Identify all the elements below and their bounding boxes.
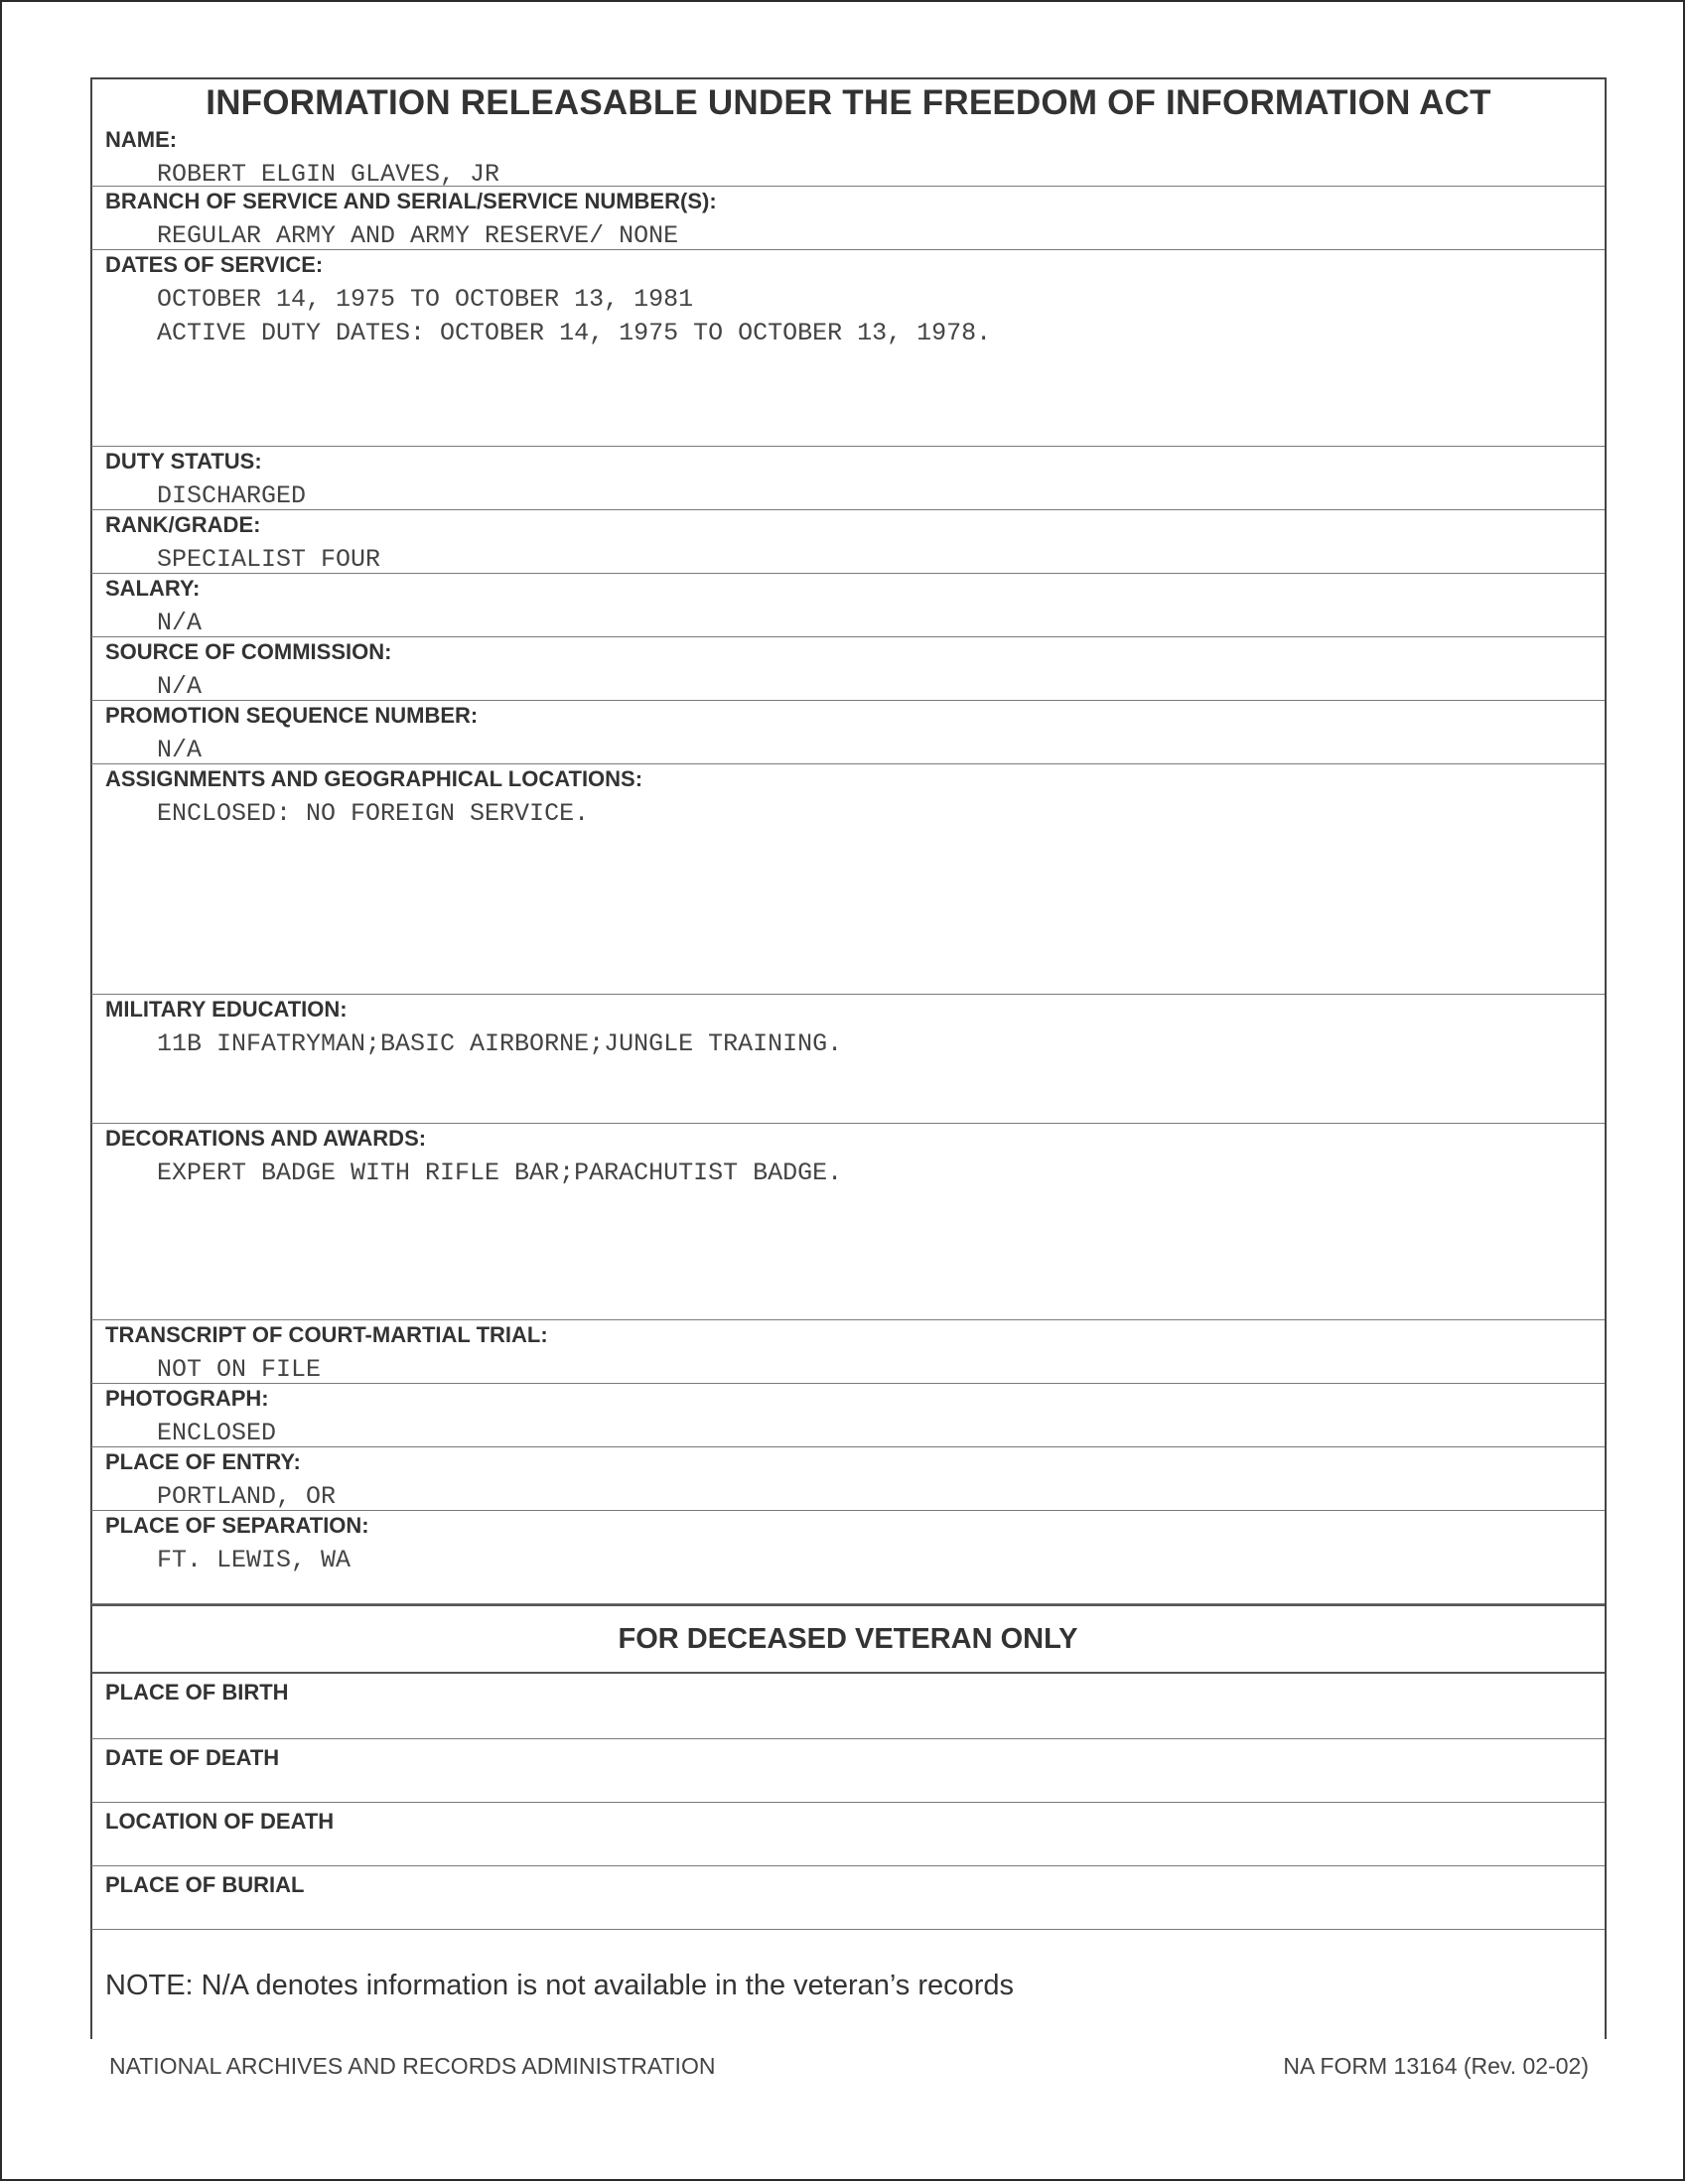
field-label: BRANCH OF SERVICE AND SERIAL/SERVICE NUMBER(S): (105, 189, 717, 213)
field-place-of-separation (91, 1511, 1605, 1604)
field-label: NAME: (105, 127, 178, 152)
field-value: EXPERT BADGE WITH RIFLE BAR;PARACHUTIST BADGE. (157, 1159, 843, 1187)
field-source-of-commission (91, 637, 1605, 701)
field-label: PLACE OF BIRTH (105, 1680, 289, 1705)
field-label: SOURCE OF COMMISSION: (105, 639, 392, 664)
field-label: LOCATION OF DEATH (105, 1809, 335, 1834)
field-value: NOT ON FILE (157, 1355, 322, 1384)
field-date-of-death (91, 1739, 1605, 1803)
field-value: DISCHARGED (157, 481, 307, 510)
field-label: DUTY STATUS: (105, 449, 262, 474)
field-value: ENCLOSED (157, 1419, 277, 1447)
field-place-of-birth (91, 1674, 1605, 1739)
field-value: N/A (157, 736, 203, 764)
form-title: INFORMATION RELEASABLE UNDER THE FREEDOM OF INFORMATION ACT (206, 83, 1491, 122)
footer-form-number: NA FORM 13164 (Rev. 02-02) (1283, 2053, 1589, 2079)
field-court-martial-transcript (91, 1320, 1605, 1384)
field-location-of-death (91, 1803, 1605, 1866)
field-value: N/A (157, 672, 203, 701)
field-salary (91, 574, 1605, 637)
field-label: RANK/GRADE: (105, 512, 261, 537)
field-value: OCTOBER 14, 1975 TO OCTOBER 13, 1981 (157, 285, 694, 314)
field-value: ROBERT ELGIN GLAVES, JR (157, 160, 500, 189)
field-label: MILITARY EDUCATION: (105, 997, 348, 1022)
field-value: SPECIALIST FOUR (157, 545, 381, 574)
field-label: PROMOTION SEQUENCE NUMBER: (105, 703, 479, 728)
field-label: ASSIGNMENTS AND GEOGRAPHICAL LOCATIONS: (105, 766, 643, 791)
field-value: 11B INFATRYMAN;BASIC AIRBORNE;JUNGLE TRAINING. (157, 1029, 843, 1058)
field-military-education (91, 995, 1605, 1124)
field-photograph (91, 1384, 1605, 1447)
field-dates-of-service (91, 250, 1605, 447)
field-value: ENCLOSED: NO FOREIGN SERVICE. (157, 799, 590, 828)
field-label: PLACE OF ENTRY: (105, 1449, 301, 1474)
field-place-of-burial (91, 1866, 1605, 1930)
field-label: PLACE OF SEPARATION: (105, 1513, 369, 1538)
field-label: DECORATIONS AND AWARDS: (105, 1126, 427, 1151)
field-duty-status (91, 447, 1605, 510)
footer-agency: NATIONAL ARCHIVES AND RECORDS ADMINISTRATION (109, 2053, 716, 2079)
deceased-section-heading: FOR DECEASED VETERAN ONLY (91, 1604, 1605, 1674)
field-promotion-sequence-number (91, 701, 1605, 764)
field-value-active-duty: ACTIVE DUTY DATES: OCTOBER 14, 1975 TO OCTOBER 13, 1978. (157, 319, 992, 347)
field-branch-of-service (91, 187, 1605, 250)
field-decorations-and-awards (91, 1124, 1605, 1320)
field-value: PORTLAND, OR (157, 1482, 337, 1511)
field-label: PHOTOGRAPH: (105, 1386, 269, 1411)
field-label: TRANSCRIPT OF COURT-MARTIAL TRIAL: (105, 1322, 548, 1347)
field-label: SALARY: (105, 576, 201, 601)
field-rank-grade (91, 510, 1605, 574)
field-label: PLACE OF BURIAL (105, 1872, 305, 1897)
field-value: N/A (157, 609, 203, 637)
na-note: NOTE: N/A denotes information is not available in the veteran’s records (105, 1970, 1015, 2001)
field-value: FT. LEWIS, WA (157, 1546, 352, 1574)
field-value: REGULAR ARMY AND ARMY RESERVE/ NONE (157, 221, 679, 250)
field-assignments (91, 764, 1605, 995)
field-label: DATES OF SERVICE: (105, 252, 324, 277)
field-label: DATE OF DEATH (105, 1745, 280, 1770)
field-place-of-entry (91, 1447, 1605, 1511)
field-name (91, 125, 1605, 187)
